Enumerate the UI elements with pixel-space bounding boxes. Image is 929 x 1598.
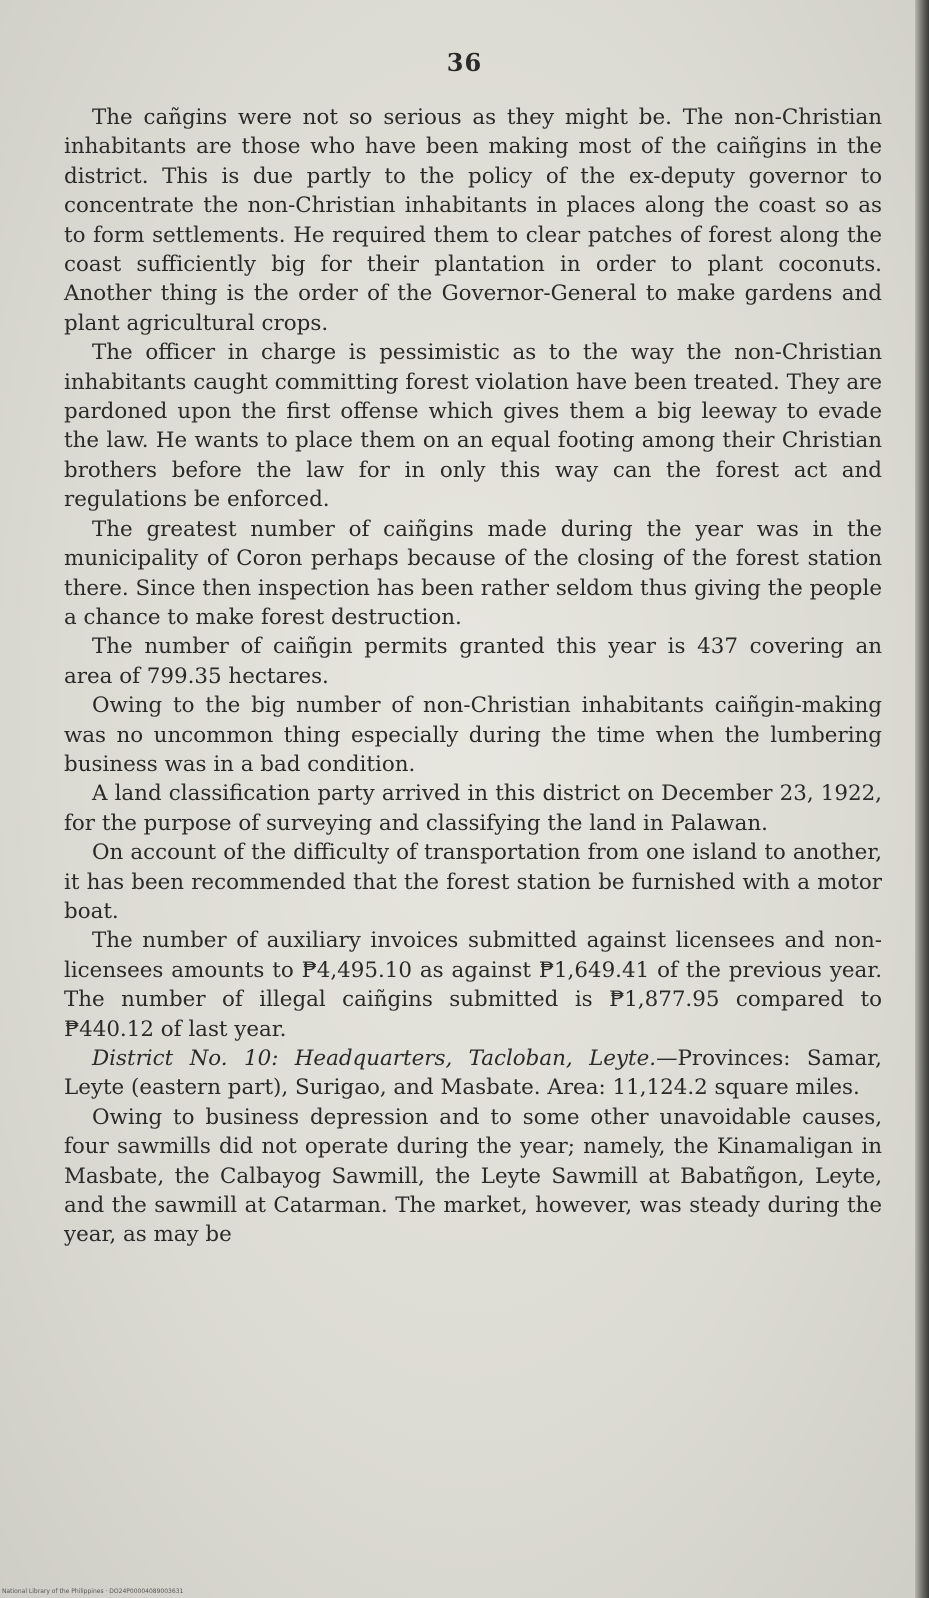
body-text [64, 103, 882, 1250]
paragraph-invoices: The number of auxiliary invoices submitted against licensees and non-licensees amounts to ₱4,495.10 as against ₱1,649.41 of the previous year. The number of illegal caiñgins submitted is ₱1,877.95 compared to ₱440.12 of last year. [64, 928, 882, 1042]
district-text: —Provinces: Samar, Leyte (eastern part), Surigao, and Masbate. Area: 11,124.2 square miles. [64, 1046, 882, 1101]
page-edge-shadow [915, 0, 929, 1598]
paragraph-permits: The number of caiñgin permits granted this year is 437 covering an area of 799.35 hectares. [64, 634, 882, 689]
library-footer-note: National Library of the Philippines · DO24P00004089003631 [2, 1588, 184, 1595]
district-heading: District No. 10: Headquarters, Tacloban, Leyte. [92, 1046, 657, 1071]
paragraph-sawmills: Owing to business depression and to some other unavoidable causes, four sawmills did not operate during the year; namely, the Kinamaligan in Masbate, the Calbayog Sawmill, the Leyte Sawmill at Babatñgon, Leyte, and the sawmill at Catarman. The market, however, was steady during the year, as may be [64, 1104, 882, 1248]
paragraph-land-classification: A land classification party arrived in this district on December 23, 1922, for the purpose of surveying and classifying the land in Palawan. [64, 781, 882, 836]
paragraph-non-christian: Owing to the big number of non-Christian inhabitants caiñgin-making was no uncommon thing especially during the time when the lumbering business was in a bad condition. [64, 693, 882, 777]
paragraph-coron: The greatest number of caiñgins made during the year was in the municipality of Coron perhaps because of the closing of the forest station there. Since then inspection has been rather seldom thus giving the people a chance to make forest destruction. [64, 516, 882, 630]
paragraph-district-10 [64, 1044, 882, 1103]
paragraph-transportation: On account of the difficulty of transportation from one island to another, it has been recommended that the forest station be furnished with a motor boat. [64, 840, 882, 924]
page-number: 36 [446, 48, 483, 77]
paragraph-cangins: The cañgins were not so serious as they might be. The non-Christian inhabitants are those who have been making most of the caiñgins in the district. This is due partly to the policy of the ex-deputy governor to concentrate the non-Christian inhabitants in places along the coast so as to form settlements. He required them to clear patches of forest along the coast sufficiently big for their plantation in order to plant coconuts. Another thing is the order of the Governor-General to make gardens and plant agricultural crops. [64, 105, 882, 336]
paragraph-officer: The officer in charge is pessimistic as to the way the non-Christian inhabitants caught committing forest violation have been treated. They are pardoned upon the first offense which gives them a big leeway to evade the law. He wants to place them on an equal footing among their Christian brothers before the law for in only this way can the forest act and regulations be enforced. [64, 340, 882, 513]
